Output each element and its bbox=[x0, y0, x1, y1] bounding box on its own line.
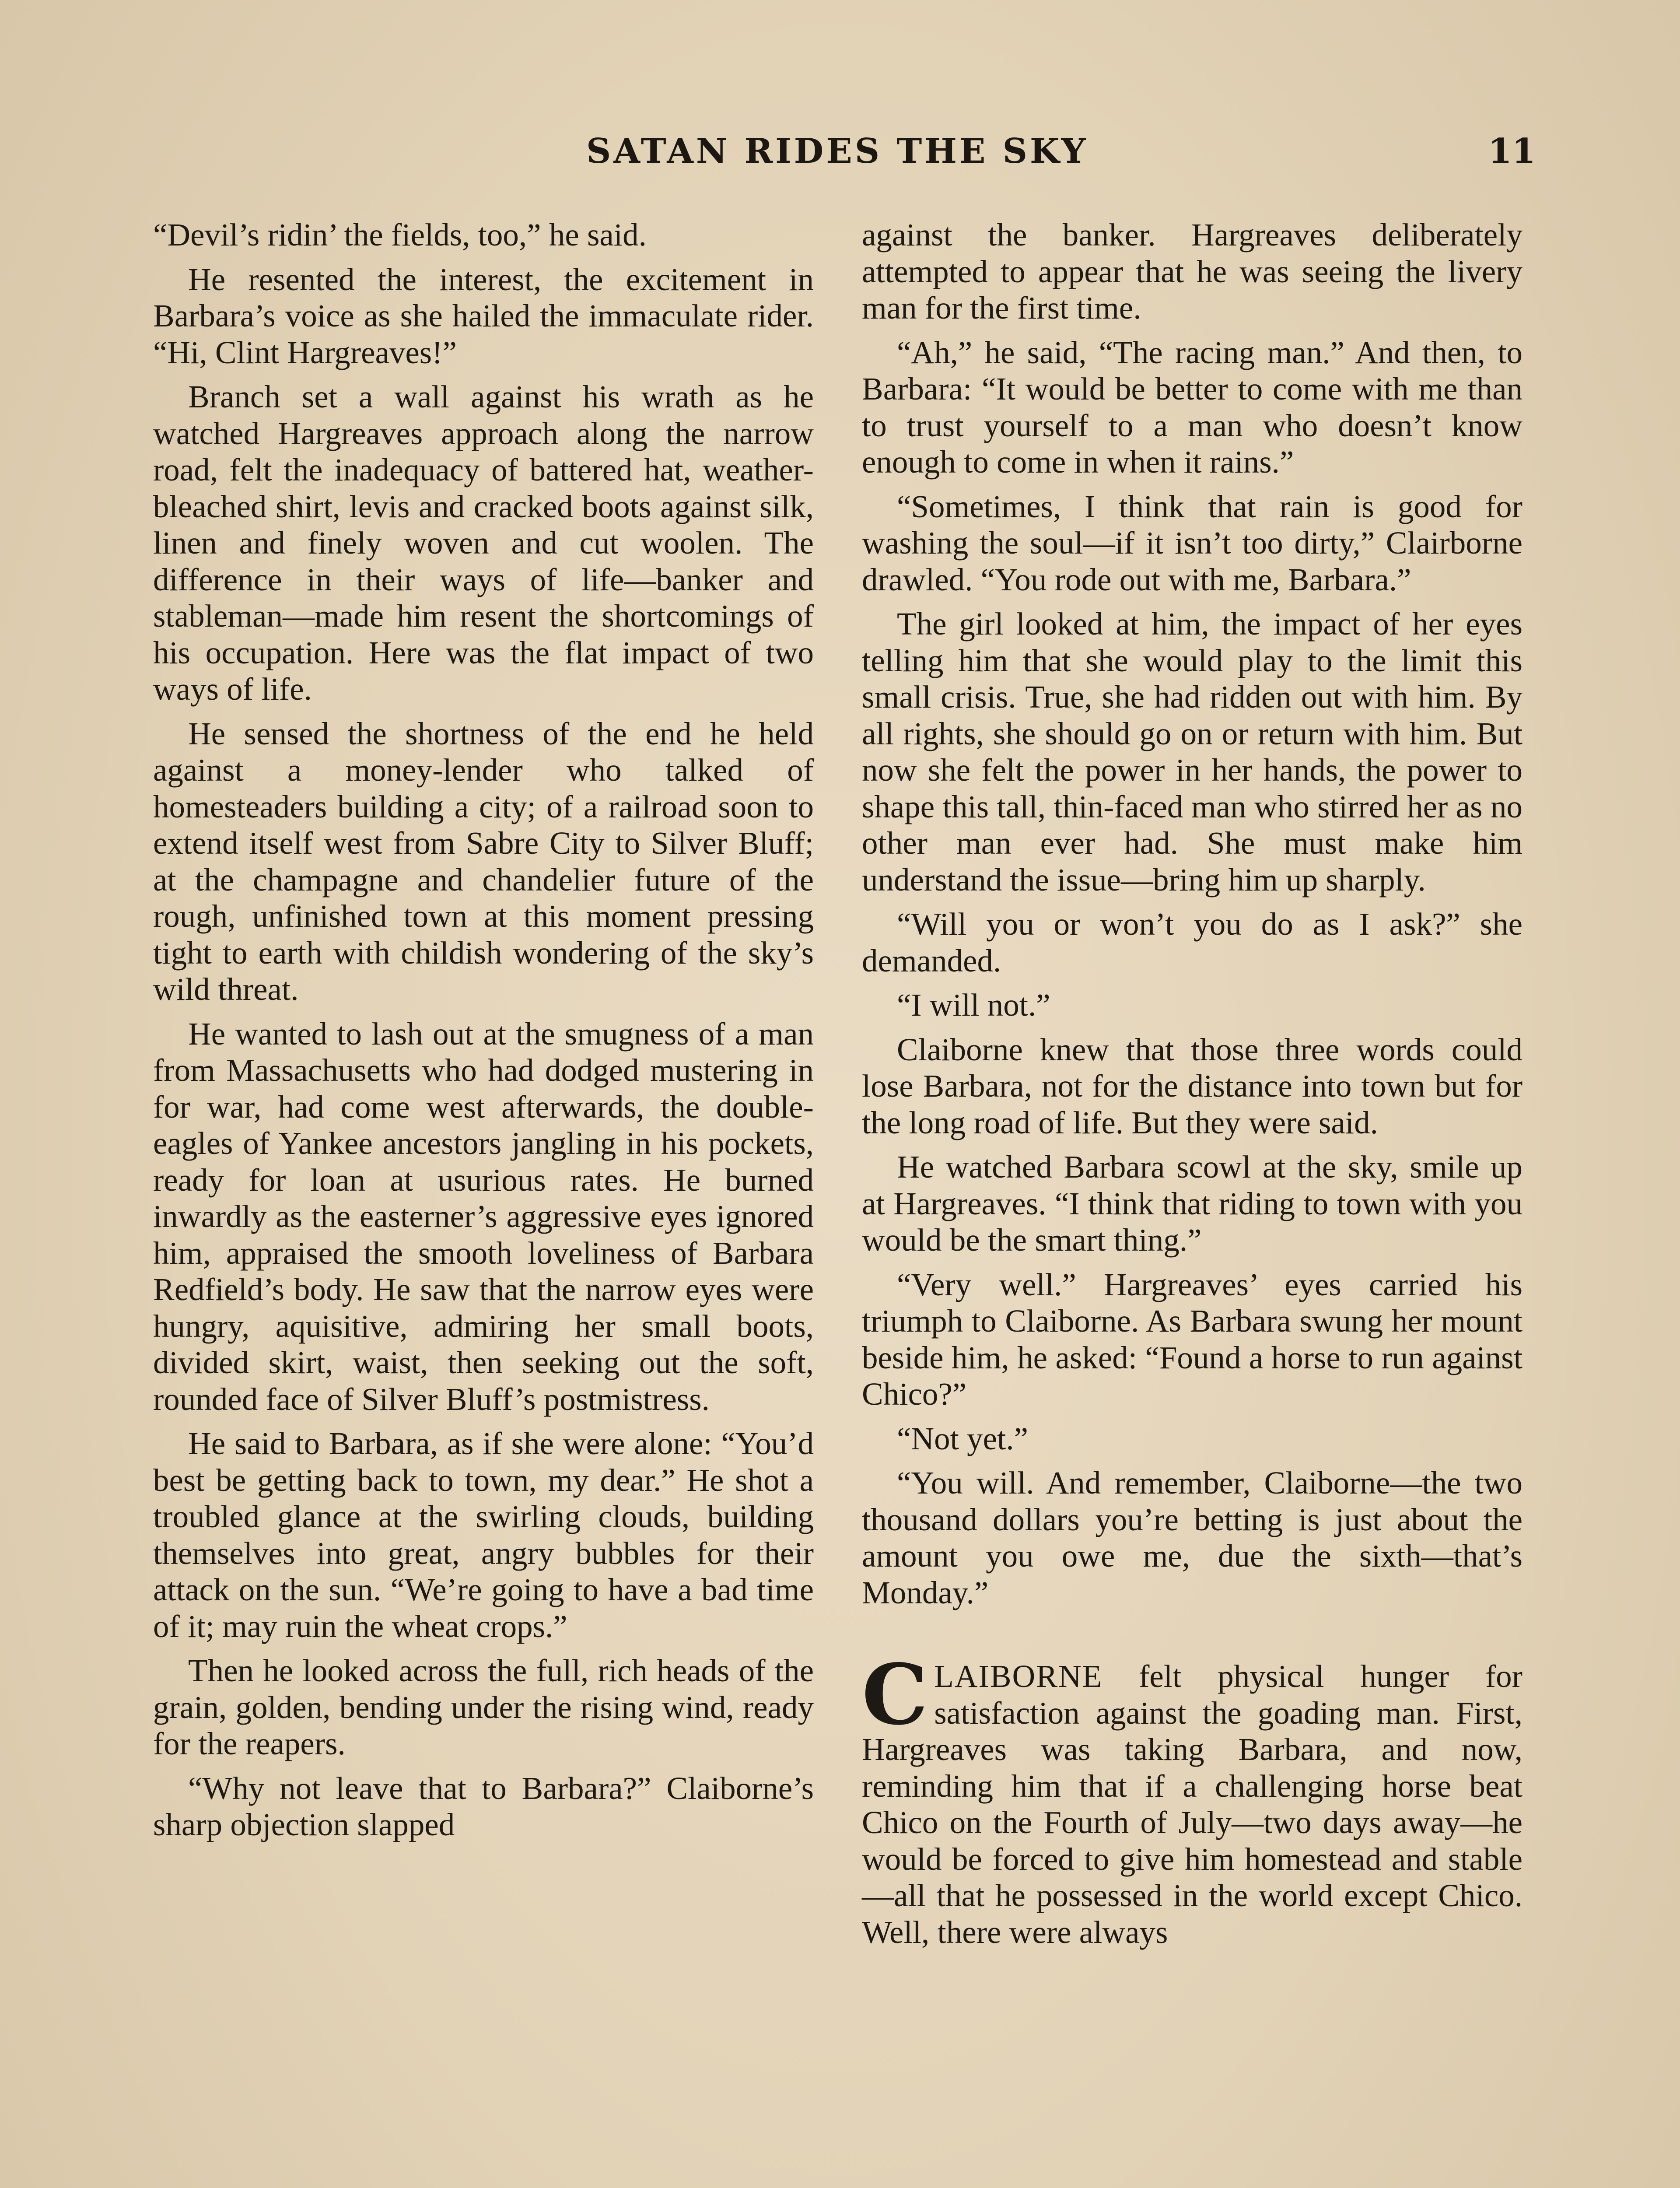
section-break bbox=[862, 1619, 1522, 1658]
paragraph: against the banker. Hargreaves deliberately attempted to appear that he was seeing the livery man for the first time. bbox=[862, 217, 1522, 326]
paragraph: He wanted to lash out at the smugness of a man from Massachusetts who had dodged mustering in for war, had come west afterwards, the double-eagles of Yankee ancestors jangling in his pockets, ready for loan at usurious rates. He burned inwardly as the easterner’s aggressive eyes ignored him, appraised the smooth loveliness of Barbara Redfield’s body. He saw that the narrow eyes were hungry, aquisitive, admiring her small boots, divided skirt, waist, then seeking out the soft, rounded face of Silver Bluff’s postmistress. bbox=[153, 1016, 814, 1417]
dropcap-paragraph-text: felt physical hunger for satisfaction against the goading man. First, Hargreaves was taking Barbara, and now, reminding him that if a challenging horse beat Chico on the Fourth of July—two days away—he would be forced to give him homestead and stable—all that he possessed in the world except Chico. Well, there were always bbox=[862, 1659, 1522, 1950]
paragraph: “Devil’s ridin’ the fields, too,” he said. bbox=[153, 217, 647, 252]
drop-cap-initial: C bbox=[862, 1646, 928, 1743]
paragraph: Branch set a wall against his wrath as he watched Hargreaves approach along the narrow road, felt the inadequacy of battered hat, weather-bleached shirt, levis and cracked boots against silk, linen and finely woven and cut woolen. The difference in their ways of life—banker and stableman—made him resent the shortcomings of his occupation. Here was the flat impact of two ways of life. bbox=[153, 379, 814, 707]
paragraph: “Will you or won’t you do as I ask?” she demanded. bbox=[862, 906, 1522, 978]
paragraph: “Not yet.” bbox=[897, 1420, 1028, 1456]
dropcap-paragraph bbox=[862, 1646, 1522, 1950]
paragraph: “Why not leave that to Barbara?” Claiborne’s sharp objection slapped bbox=[153, 1770, 814, 1842]
paragraph: “I will not.” bbox=[897, 987, 1050, 1023]
page-header bbox=[144, 131, 1536, 179]
paragraph: Then he looked across the full, rich heads of the grain, golden, bending under the rising wind, ready for the reapers. bbox=[153, 1653, 814, 1761]
paragraph: “Very well.” Hargreaves’ eyes carried his triumph to Claiborne. As Barbara swung her mount beside him, he asked: “Found a horse to run against Chico?” bbox=[862, 1266, 1522, 1412]
running-title: SATAN RIDES THE SKY bbox=[586, 131, 1088, 171]
paragraph: “Sometimes, I think that rain is good for washing the soul—if it isn’t too dirty,” Clairborne drawled. “You rode out with me, Barbara.” bbox=[862, 488, 1522, 597]
page-number: 11 bbox=[1488, 131, 1536, 171]
paragraph: The girl looked at him, the impact of her eyes telling him that she would play to the limit this small crisis. True, she had ridden out with him. By all rights, she should go on or return with him. But now she felt the power in her hands, the power to shape this tall, thin-faced man who stirred her as no other man ever had. She must make him understand the issue—bring him up sharply. bbox=[862, 606, 1522, 898]
paragraph: He resented the interest, the excitement in Barbara’s voice as she hailed the immaculate rider. “Hi, Clint Hargreaves!” bbox=[153, 261, 814, 370]
paragraph: He said to Barbara, as if she were alone: “You’d best be getting back to town, my dear.” He shot a troubled glance at the swirling clouds, building themselves into great, angry bubbles for their attack on the sun. “We’re going to have a bad time of it; may ruin the wheat crops.” bbox=[153, 1426, 814, 1644]
paragraph: He watched Barbara scowl at the sky, smile up at Hargreaves. “I think that riding to town with you would be the smart thing.” bbox=[862, 1149, 1522, 1258]
right-column bbox=[862, 217, 1522, 1958]
paragraph: “You will. And remember, Claiborne—the two thousand dollars you’re betting is just about the amount you owe me, due the sixth—that’s Monday.” bbox=[862, 1465, 1522, 1610]
paragraph: “Ah,” he said, “The racing man.” And then, to Barbara: “It would be better to come with me than to trust yourself to a man who doesn’t know enough to come in when it rains.” bbox=[862, 334, 1522, 480]
lead-in-caps: LAIBORNE bbox=[934, 1659, 1103, 1694]
left-column bbox=[153, 217, 814, 1851]
paragraph: Claiborne knew that those three words could lose Barbara, not for the distance into town but for the long road of life. But they were said. bbox=[862, 1031, 1522, 1140]
paragraph: He sensed the shortness of the end he held against a money-lender who talked of homesteaders building a city; of a railroad soon to extend itself west from Sabre City to Silver Bluff; at the champagne and chandelier future of the rough, unfinished town at this moment pressing tight to earth with childish wondering of the sky’s wild threat. bbox=[153, 715, 814, 1007]
